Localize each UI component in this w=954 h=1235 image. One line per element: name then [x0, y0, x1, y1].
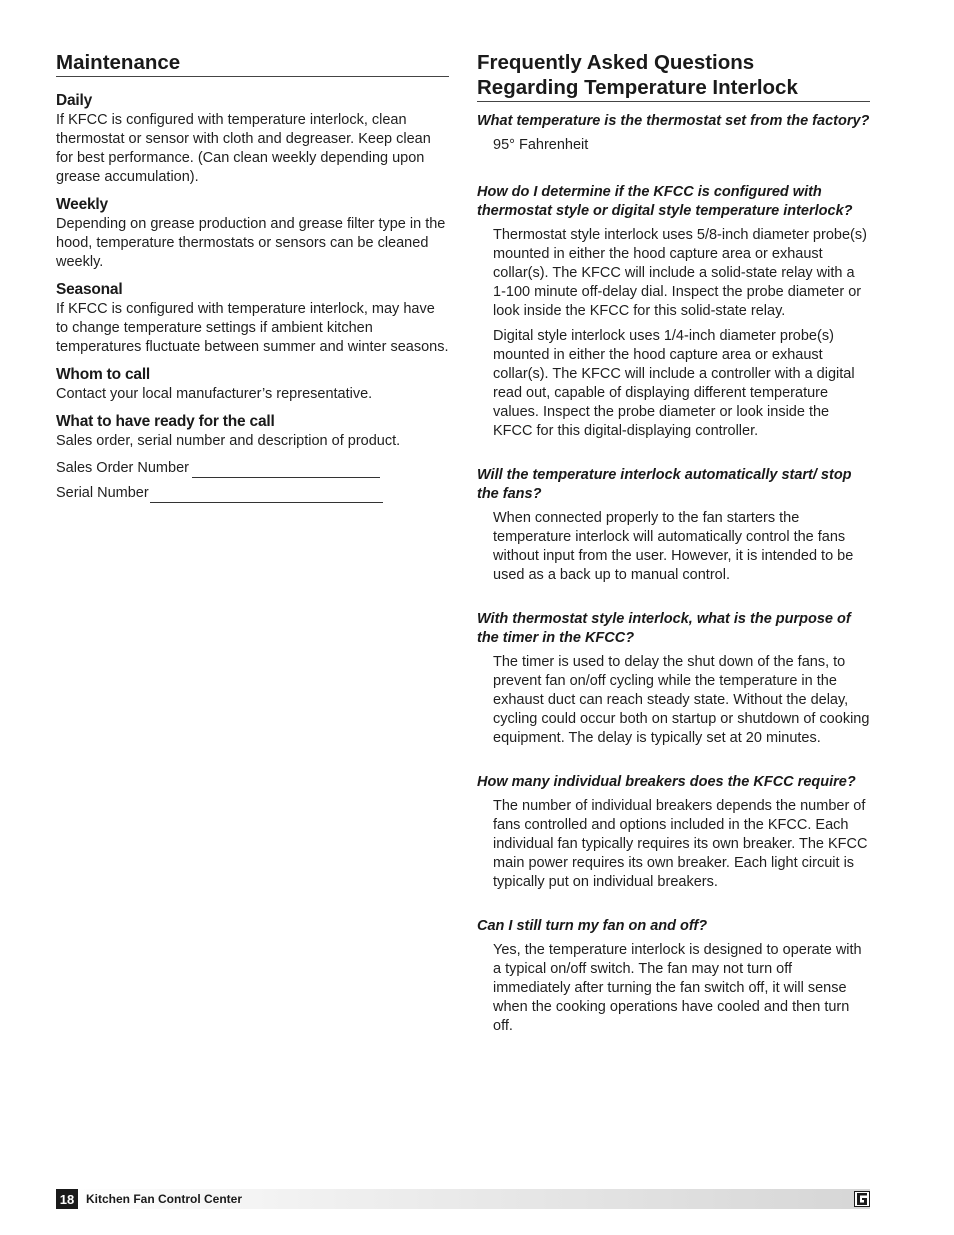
- sales-order-blank-line[interactable]: [192, 464, 380, 478]
- page-footer: [56, 1189, 870, 1209]
- faq-item: [477, 610, 870, 748]
- faq-answer: 95° Fahrenheit: [493, 137, 589, 153]
- faq-question: Will the temperature interlock automatically start/ stop the fans?: [477, 467, 852, 502]
- faq-answer: The timer is used to delay the shut down of the fans, to prevent fan on/off cycling while the temperature in the exhaust duct can reach steady state. Without the delay, cycling could occur both on startup or shutdown of cooking equipment. The delay is typically set at 20 minutes.: [493, 654, 870, 746]
- faq-question: What temperature is the thermostat set from the factory?: [477, 113, 870, 129]
- seasonal-heading: Seasonal: [56, 281, 123, 298]
- faq-question: With thermostat style interlock, what is the purpose of the timer in the KFCC?: [477, 611, 851, 646]
- weekly-text: Depending on grease production and grease filter type in the hood, temperature thermostats or sensors can be cleaned weekly.: [56, 216, 446, 270]
- weekly-heading: Weekly: [56, 196, 108, 213]
- faq-answer: Digital style interlock uses 1/4-inch diameter probe(s) mounted in either the hood capture area or exhaust collar(s). The KFCC will include a controller with a digital read out, capable of displaying different temperature values. Inspect the probe diameter or look inside the KFCC for this digital-displaying controller.: [493, 328, 855, 439]
- faq-answer: Yes, the temperature interlock is designed to operate with a typical on/off switch. The fan may not turn off immediately after turning the fan switch off, it will sense when the cooking operations have cooled and then turn off.: [493, 942, 862, 1034]
- faq-title: [477, 50, 870, 102]
- whom-to-call-text: Contact your local manufacturer’s representative.: [56, 386, 373, 402]
- ready-text: Sales order, serial number and description of product.: [56, 433, 401, 449]
- faq-answer: The number of individual breakers depends the number of fans controlled and options included in the KFCC. Each individual fan typically requires its own breaker. The KFCC main power requires its own breaker. Each light circuit is typically put on individual breakers.: [493, 798, 868, 890]
- greenheck-logo-icon: [854, 1191, 870, 1207]
- faq-title-line1: Frequently Asked Questions: [477, 51, 755, 74]
- faq-question: How many individual breakers does the KFCC require?: [477, 774, 856, 790]
- daily-heading: Daily: [56, 92, 93, 109]
- footer-title: Kitchen Fan Control Center: [86, 1192, 243, 1206]
- seasonal-text: If KFCC is configured with temperature interlock, may have to change temperature settings if ambient kitchen temperatures fluctuate between summer and winter seasons.: [56, 301, 449, 355]
- page-number: 18: [56, 1189, 78, 1209]
- daily-text: If KFCC is configured with temperature interlock, clean thermostat or sensor with cloth and degreaser. Keep clean for best performance. (Can clean weekly depending upon grease accumulation).: [56, 112, 431, 185]
- maintenance-title: Maintenance: [56, 50, 449, 77]
- faq-item: [477, 183, 870, 441]
- faq-question: How do I determine if the KFCC is configured with thermostat style or digital style temperature interlock?: [477, 184, 853, 219]
- ready-heading: What to have ready for the call: [56, 413, 275, 430]
- sales-order-field[interactable]: [56, 459, 449, 478]
- serial-number-blank-line[interactable]: [150, 489, 383, 503]
- serial-number-label: Serial Number: [56, 485, 149, 501]
- faq-answer: When connected properly to the fan starters the temperature interlock will automatically control the fans without input from the user. However, it is intended to be used as a back up to manual control.: [493, 510, 854, 583]
- faq-title-line2: Regarding Temperature Interlock: [477, 76, 798, 99]
- whom-to-call-heading: Whom to call: [56, 366, 151, 383]
- faq-column: [477, 50, 870, 1042]
- faq-item: [477, 112, 870, 155]
- serial-number-field[interactable]: [56, 484, 449, 503]
- faq-answer: Thermostat style interlock uses 5/8-inch diameter probe(s) mounted in either the hood capture area or exhaust collar(s). The KFCC will include a solid-state relay with a 1-100 minute off-delay dial. Inspect the probe diameter or look inside the KFCC for this solid-state relay.: [493, 227, 867, 319]
- sales-order-label: Sales Order Number: [56, 460, 189, 476]
- faq-item: [477, 917, 870, 1036]
- faq-item: [477, 466, 870, 585]
- maintenance-column: [56, 50, 449, 509]
- faq-question: Can I still turn my fan on and off?: [477, 918, 708, 934]
- faq-item: [477, 773, 870, 892]
